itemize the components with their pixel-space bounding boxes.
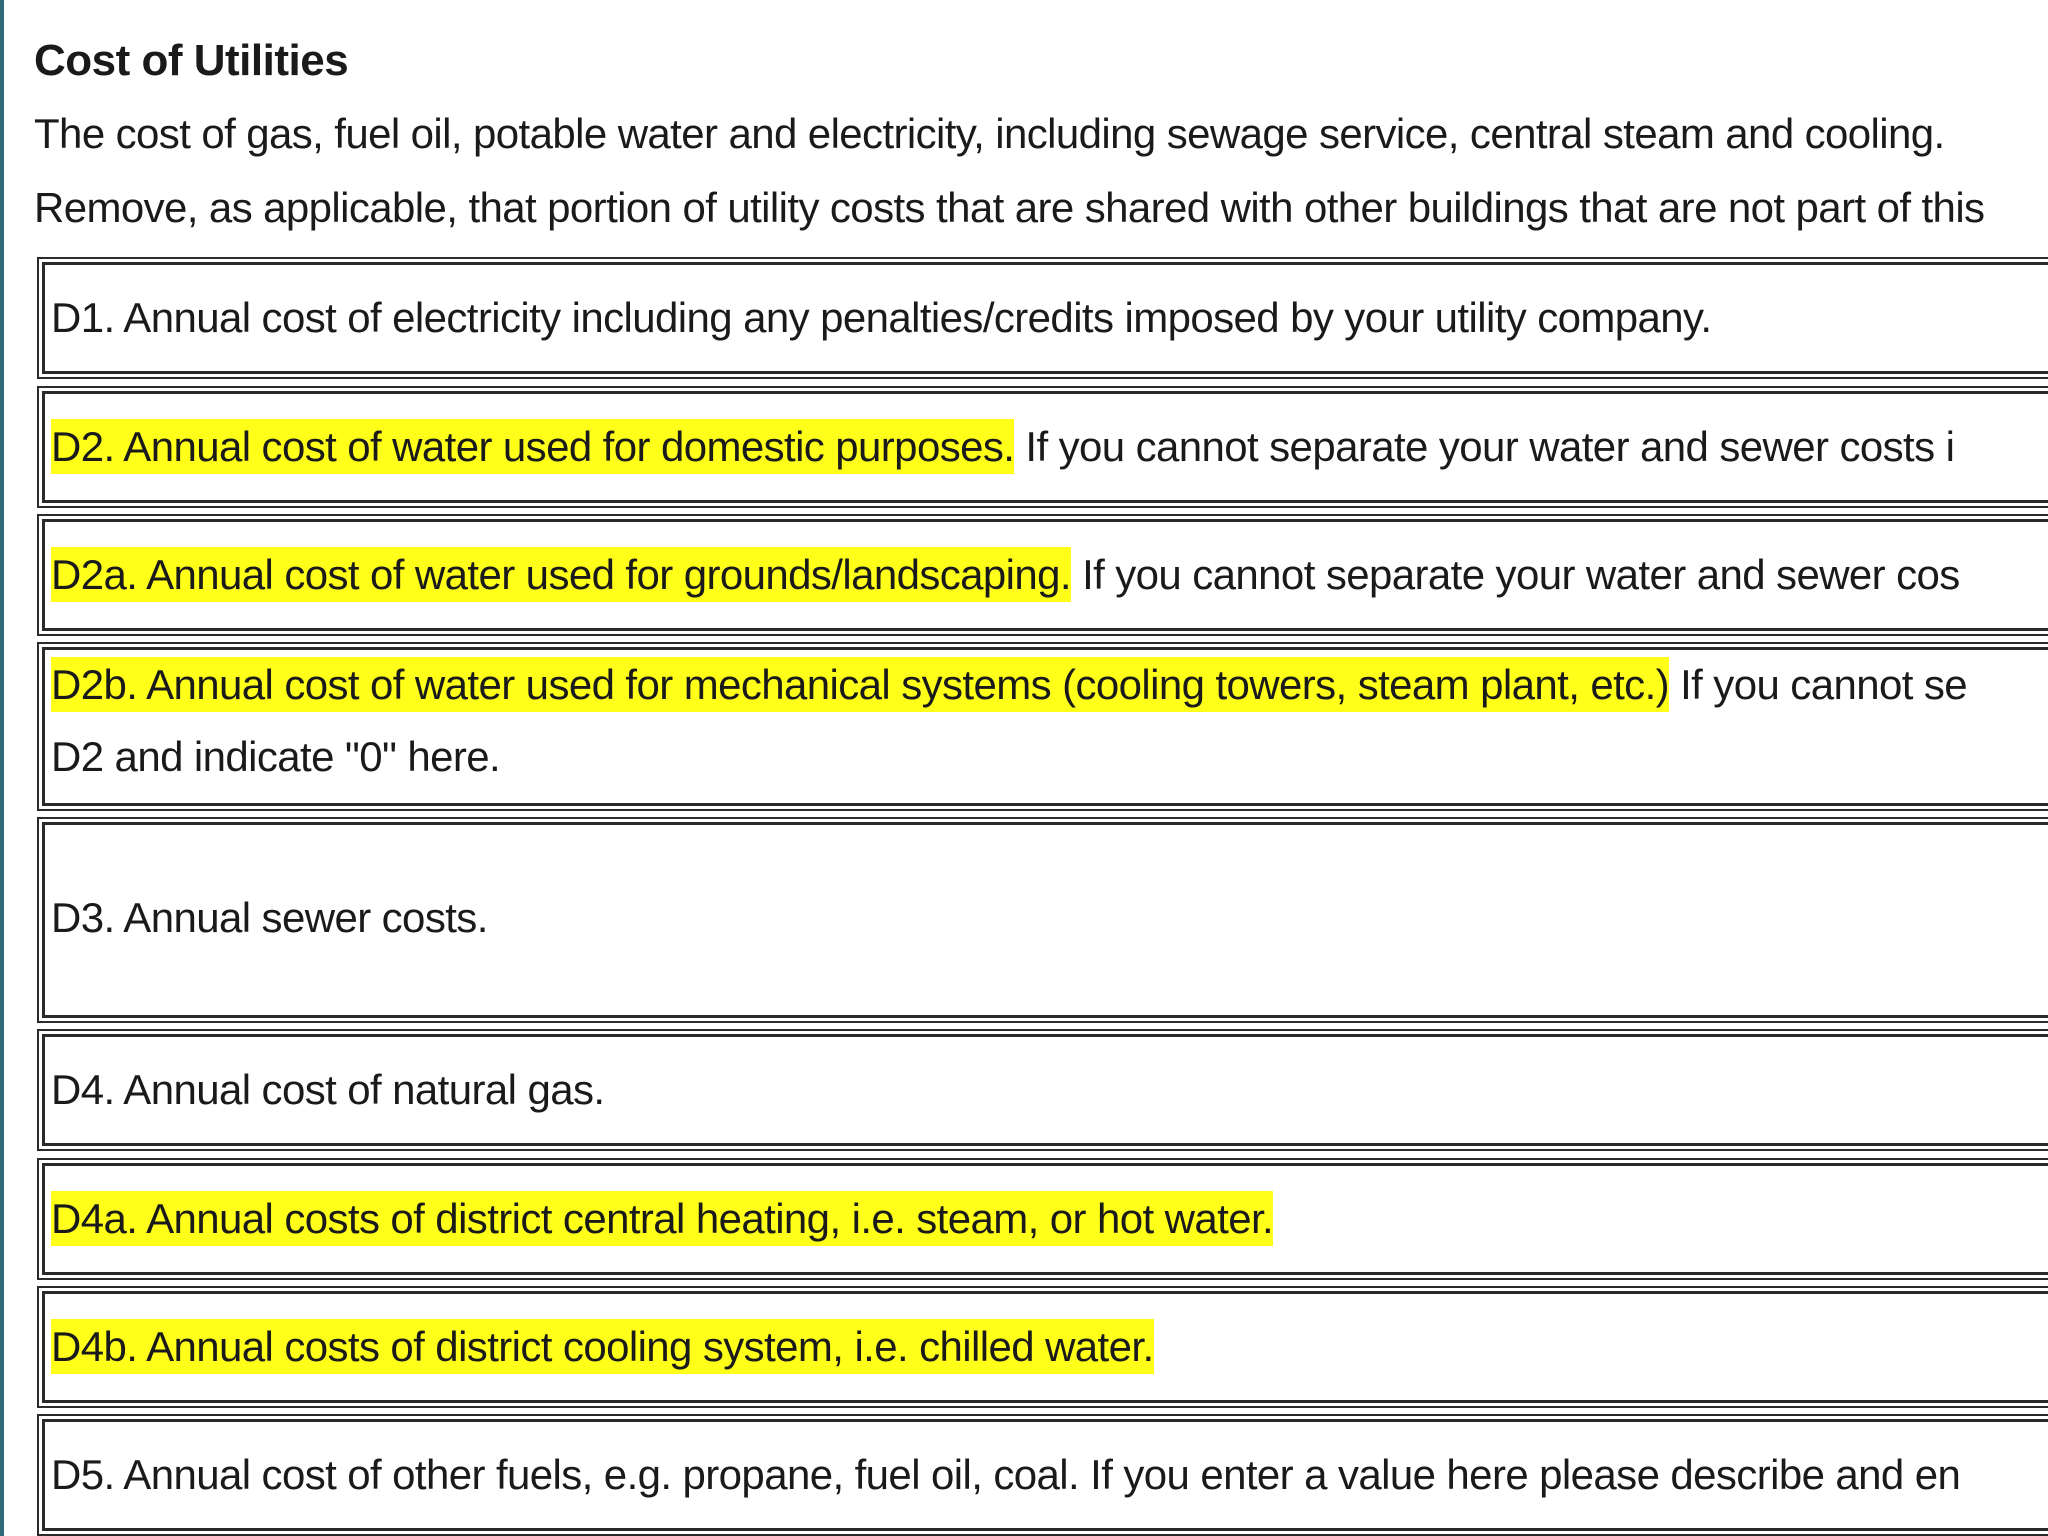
highlighted-text: D2a. Annual cost of water used for grounds/landscaping.: [51, 547, 1071, 602]
question-plain-text: D4. Annual cost of natural gas.: [51, 1066, 605, 1113]
section-intro-line-2: Remove, as applicable, that portion of utility costs that are shared with other buildings that are not part of this: [34, 184, 1985, 231]
highlighted-text: D4a. Annual costs of district central heating, i.e. steam, or hot water.: [51, 1191, 1273, 1246]
question-row-d2b[interactable]: [42, 647, 2048, 806]
question-text-d2b-line-2: D2 and indicate "0" here.: [51, 733, 501, 780]
question-row-d4[interactable]: [42, 1034, 2048, 1146]
section-title: Cost of Utilities: [34, 36, 349, 85]
question-row-d1[interactable]: [42, 262, 2048, 374]
question-plain-text: If you cannot se: [1669, 661, 1968, 708]
question-row-d4a[interactable]: [42, 1163, 2048, 1275]
section-intro-line-1: The cost of gas, fuel oil, potable water and electricity, including sewage service, central steam and cooling.: [34, 110, 1945, 157]
question-text-d1: [51, 285, 1711, 351]
question-text-d2b: [51, 652, 1967, 718]
question-row-d3[interactable]: [42, 822, 2048, 1018]
highlighted-text: D4b. Annual costs of district cooling system, i.e. chilled water.: [51, 1319, 1154, 1374]
highlighted-text: D2. Annual cost of water used for domestic purposes.: [51, 419, 1014, 474]
window-frame-edge: [0, 0, 4, 1536]
question-text-d4b: [51, 1314, 1154, 1380]
question-plain-text: If you cannot separate your water and sewer costs i: [1014, 423, 1955, 470]
question-row-d5[interactable]: [42, 1419, 2048, 1531]
question-plain-text: D1. Annual cost of electricity including any penalties/credits imposed by your utility company.: [51, 294, 1712, 341]
question-text-d3: [51, 885, 488, 951]
highlighted-text: D2b. Annual cost of water used for mechanical systems (cooling towers, steam plant, etc.): [51, 657, 1669, 712]
question-plain-text: If you cannot separate your water and sewer cos: [1071, 551, 1960, 598]
question-text-d2: [51, 414, 1954, 480]
question-text-d4a: [51, 1186, 1273, 1252]
question-row-d2a[interactable]: [42, 519, 2048, 631]
question-plain-text: D3. Annual sewer costs.: [51, 894, 488, 941]
question-row-d4b[interactable]: [42, 1291, 2048, 1403]
question-row-d2[interactable]: [42, 391, 2048, 503]
question-plain-text: D5. Annual cost of other fuels, e.g. propane, fuel oil, coal. If you enter a value here please describe and en: [51, 1451, 1961, 1498]
question-text-d5: [51, 1442, 1960, 1508]
question-text-d4: [51, 1057, 604, 1123]
question-text-d2a: [51, 542, 1960, 608]
